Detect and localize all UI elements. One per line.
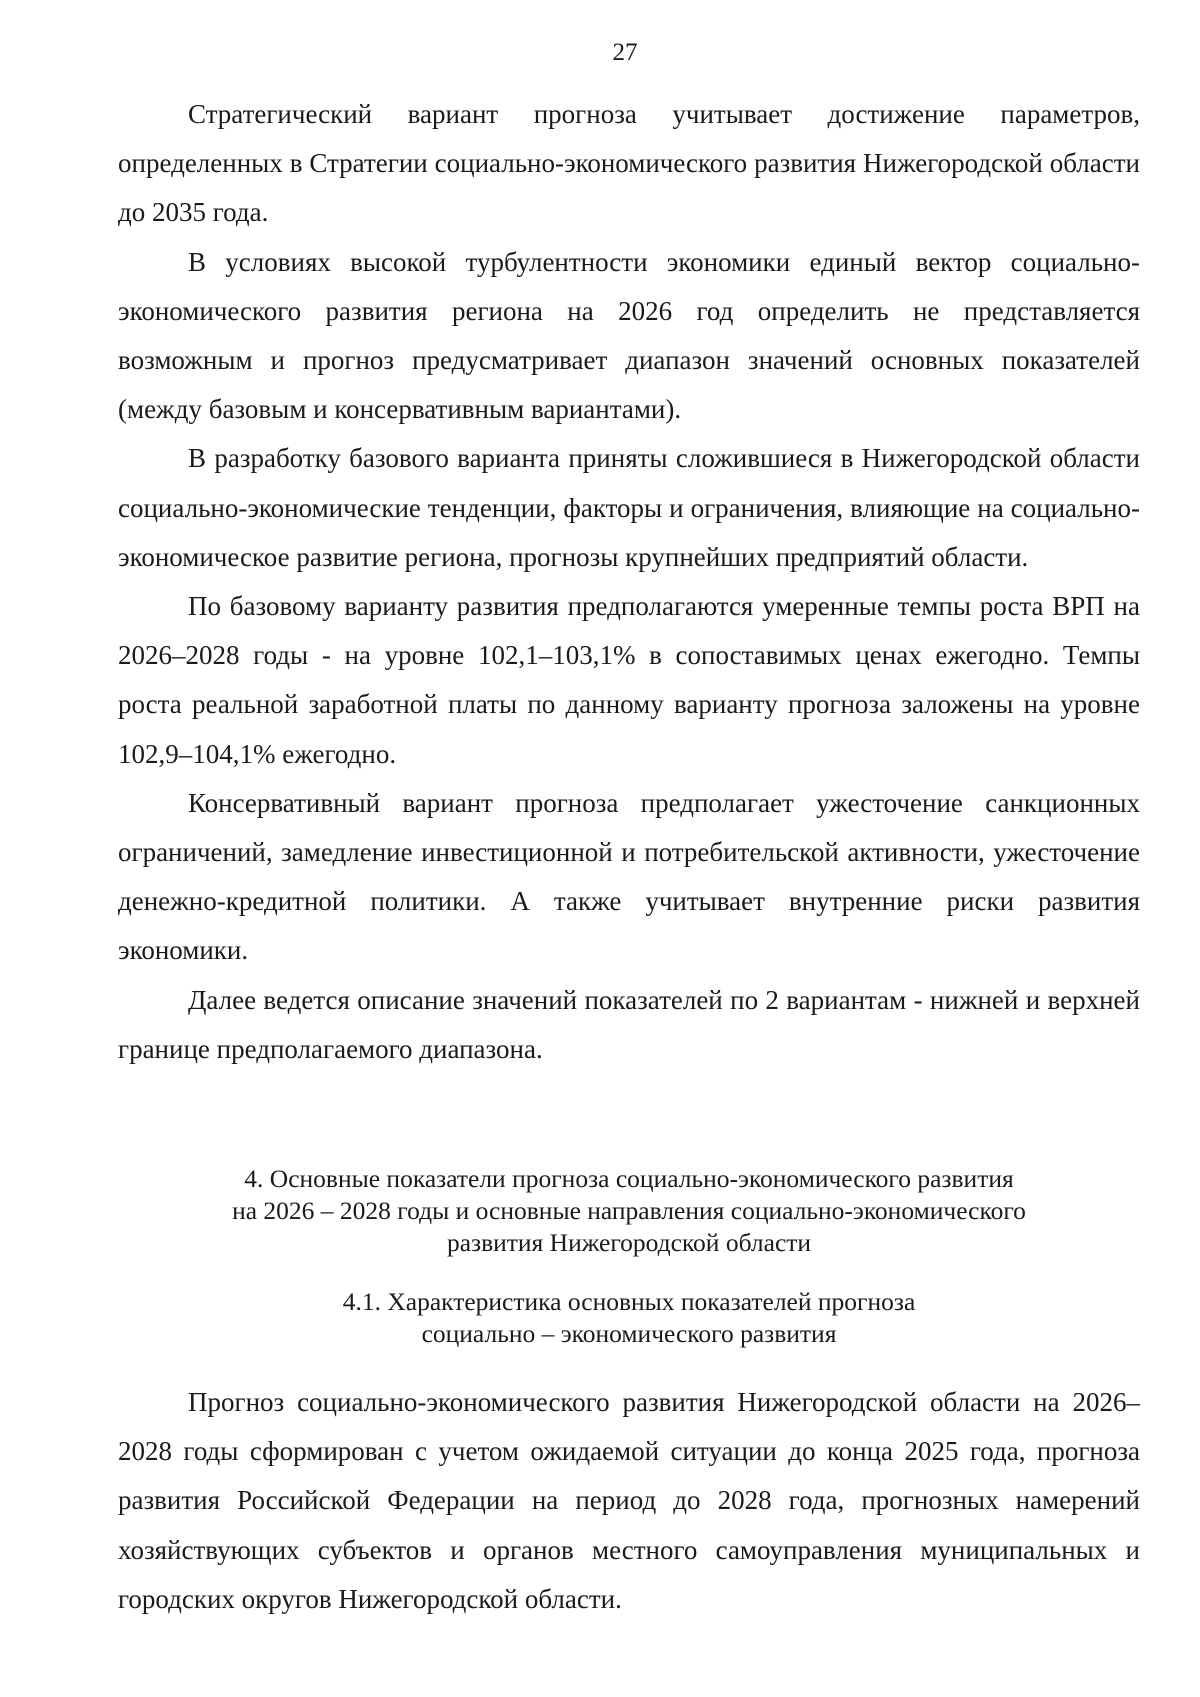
heading-line: на 2026 – 2028 годы и основные направления социально-экономического xyxy=(232,1196,1026,1225)
paragraph-base-variant-development: В разработку базового варианта приняты сложившиеся в Нижегородской области социально-экономические тенденции, факторы и ограничения, влияющие на социально-экономическое развитие региона, прогнозы крупнейших предприятий области. xyxy=(118,443,1140,572)
heading-line: 4. Основные показатели прогноза социально-экономического развития xyxy=(244,1164,1014,1193)
text-block-top xyxy=(118,90,1140,1074)
heading-line: 4.1. Характеристика основных показателей прогноза xyxy=(342,1287,916,1316)
paragraph-conservative-variant: Консервативный вариант прогноза предполагает ужесточение санкционных ограничений, замедление инвестиционной и потребительской активности, ужесточение денежно-кредитной политики. А также учитывает внутренние риски развития экономики. xyxy=(118,787,1140,966)
paragraph-forecast-formation: Прогноз социально-экономического развития Нижегородской области на 2026–2028 годы сформирован с учетом ожидаемой ситуации до конца 2025 года, прогноза развития Российской Федерации на период до 2028 года, прогнозных намерений хозяйствующих субъектов и органов местного самоуправления муниципальных и городских округов Нижегородской области. xyxy=(118,1387,1140,1614)
paragraph-strategic-variant: Стратегический вариант прогноза учитывает достижение параметров, определенных в Стратегии социально-экономического развития Нижегородской области до 2035 года. xyxy=(118,99,1140,228)
heading-line: социально – экономического развития xyxy=(421,1319,837,1348)
page-number: 27 xyxy=(612,39,638,66)
text-block-bottom xyxy=(118,1378,1140,1624)
section-heading-4 xyxy=(118,1163,1140,1259)
heading-line: развития Нижегородской области xyxy=(446,1228,812,1257)
paragraph-base-variant-grp: По базовому варианту развития предполагаются умеренные темпы роста ВРП на 2026–2028 годы - на уровне 102,1–103,1% в сопоставимых ценах ежегодно. Темпы роста реальной заработной платы по данному варианту прогноза заложены на уровне 102,9–104,1% ежегодно. xyxy=(118,591,1140,769)
section-heading-4-1 xyxy=(118,1286,1140,1350)
paragraph-turbulence: В условиях высокой турбулентности экономики единый вектор социально-экономического развития региона на 2026 год определить не представляется возможным и прогноз предусматривает диапазон значений основных показателей (между базовым и консервативным вариантами). xyxy=(118,246,1140,425)
paragraph-description-note: Далее ведется описание значений показателей по 2 вариантам - нижней и верхней границе предполагаемого диапазона. xyxy=(118,984,1140,1064)
